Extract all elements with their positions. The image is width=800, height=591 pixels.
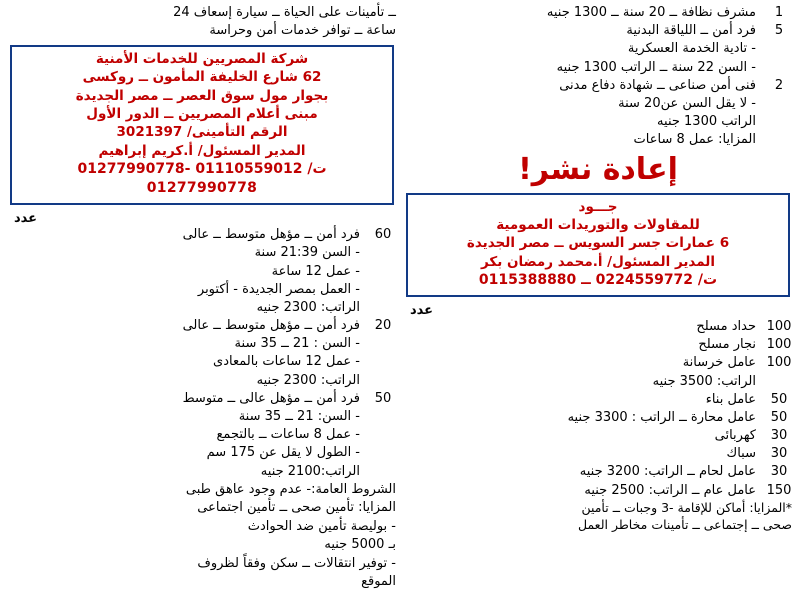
job-row: [404, 463, 792, 481]
job-text: - لا يقل السن عن20 سنة: [618, 95, 756, 111]
job-count: 150: [766, 482, 792, 498]
job-text: - الطول لا يقل عن 175 سم: [206, 445, 360, 461]
count-header: عدد: [410, 302, 434, 318]
job-row: [404, 427, 792, 445]
left-column: [0, 0, 400, 590]
job-count: 60: [374, 227, 392, 243]
job-row: [404, 482, 792, 500]
job-text: - عمل 12 ساعات بالمعادى: [213, 354, 360, 370]
job-row: [8, 426, 396, 444]
job-count: 20: [374, 318, 392, 334]
benefits-line: - بوليصة تأمين ضد الحوادث: [247, 518, 396, 534]
job-row: [404, 95, 792, 113]
company-line: للمقاولات والتوريدات العمومية: [496, 216, 700, 233]
job-text: فرد أمن ــ مؤهل متوسط ــ عالى: [182, 318, 360, 334]
job-row: [8, 226, 396, 244]
job-row: [8, 263, 396, 281]
job-text: سباك: [726, 446, 756, 462]
job-count: 50: [770, 409, 788, 425]
job-row: [404, 4, 792, 22]
job-row: [404, 40, 792, 58]
job-text: الراتب: 2300 جنيه: [256, 299, 360, 315]
job-text: الراتب: 3500 جنيه: [652, 373, 756, 389]
job-text: - عمل 12 ساعة: [271, 263, 360, 279]
job-text: عامل بناء: [705, 391, 756, 407]
job-row: [8, 463, 396, 481]
company-phone: ت/ 0224559772 ــ 0115388880: [478, 271, 718, 288]
benefits-line: - توفير انتقالات ــ سكن وفقاً لظروف: [197, 555, 396, 571]
company-line: شركة المصريين للخدمات الأمنية: [95, 50, 309, 67]
benefits-line: *المزايا: أماكن للإقامة -3 وجبات ــ تأمين: [581, 499, 792, 515]
job-text: الراتب:2100 جنيه: [260, 463, 360, 479]
job-row: [404, 336, 792, 354]
company-line: بجوار مول سوق العصر ــ مصر الجديدة: [75, 87, 329, 104]
job-row: [8, 244, 396, 262]
job-text: عامل خرسانة: [682, 355, 756, 371]
continued-line: ساعة ــ توافر خدمات أمن وحراسة: [209, 23, 396, 39]
job-row: [8, 317, 396, 335]
company-phone: 01277990778: [146, 180, 258, 197]
job-row: [404, 409, 792, 427]
job-text: كهربائى: [714, 428, 756, 444]
company-box-egyptians-security: [10, 45, 394, 205]
company-phone: ت/ 01110559012 -01277990778: [77, 161, 327, 178]
job-row: [404, 391, 792, 409]
right-bottom-job-list: [404, 318, 792, 500]
job-count: 5: [774, 23, 784, 39]
manager-name: المدير المسئول/ أ.كريم إبراهيم: [98, 142, 306, 159]
general-conditions: الشروط العامة:- عدم وجود عاهق طبى: [185, 481, 396, 497]
job-row: [8, 444, 396, 462]
job-text: فرد أمن ــ اللياقة البدنية: [626, 23, 756, 39]
right-column: [400, 0, 800, 532]
job-row: [8, 390, 396, 408]
job-text: - السن : 21 ــ 35 سنة: [234, 336, 360, 352]
job-text: - السن: 21 ــ 35 سنة: [238, 409, 360, 424]
job-row: [404, 373, 792, 391]
job-count: 1: [774, 5, 784, 20]
benefits-line: بـ 5000 جنيه: [324, 537, 396, 553]
job-row: [404, 113, 792, 131]
benefits-line: المزايا: تأمين صحى ــ تأمين اجتماعى: [197, 500, 396, 516]
job-text: حداد مسلح: [696, 318, 756, 334]
job-text: عامل محارة ــ الراتب : 3300 جنيه: [567, 409, 756, 425]
job-count: 30: [770, 464, 788, 480]
count-header: عدد: [14, 211, 38, 227]
job-text: مشرف نظافة ــ 20 سنة ــ 1300 جنيه: [546, 5, 756, 20]
job-text: - عمل 8 ساعات ــ بالتجمع: [216, 427, 360, 443]
job-row: [8, 372, 396, 390]
job-text: - تادية الخدمة العسكرية: [627, 41, 756, 57]
job-row: [8, 335, 396, 353]
job-text: عامل لحام ــ الراتب: 3200 جنيه: [579, 464, 756, 480]
company-box-goud: [406, 193, 790, 297]
job-text: عامل عام ــ الراتب: 2500 جنيه: [584, 482, 756, 498]
job-text: - السن 22 سنة ــ الراتب 1300 جنيه: [556, 59, 756, 75]
job-row: [404, 318, 792, 336]
job-text: فرد أمن ــ مؤهل عالى ــ متوسط: [182, 390, 360, 406]
continued-line: ــ تأمينات على الحياة ــ سيارة إسعاف 24: [173, 5, 396, 20]
job-row: [404, 77, 792, 95]
company-line: 6 عمارات جسر السويس ــ مصر الجديدة: [466, 235, 730, 252]
job-count: 50: [374, 390, 392, 406]
left-job-list: [8, 226, 396, 481]
job-text: فرد أمن ــ مؤهل متوسط ــ عالى: [182, 227, 360, 243]
job-text: الراتب: 2300 جنيه: [256, 372, 360, 388]
job-count: 2: [774, 77, 784, 93]
job-text: فنى أمن صناعى ــ شهادة دفاع مدنى: [559, 77, 756, 93]
job-count: 100: [766, 355, 792, 371]
benefits-line: الموقع: [361, 574, 396, 590]
job-count: 30: [770, 446, 788, 462]
job-row: [8, 299, 396, 317]
job-text: نجار مسلح: [698, 337, 756, 353]
company-line: المدير المسئول/ أ.محمد رمضان بكر: [481, 253, 715, 270]
job-row: [8, 408, 396, 426]
job-text: - العمل بمصر الجديدة - أكتوبر: [197, 281, 360, 297]
job-count: 30: [770, 428, 788, 444]
right-top-job-list: [404, 4, 792, 150]
repost-label: إعادة نشر!: [518, 151, 678, 187]
job-row: [404, 354, 792, 372]
job-count: 100: [766, 337, 792, 353]
job-count: 50: [770, 391, 788, 407]
job-row: [8, 353, 396, 371]
job-count: 100: [766, 318, 792, 334]
job-row: [404, 59, 792, 77]
job-text: الراتب 1300 جنيه: [657, 114, 756, 130]
job-text: - السن 21:39 سنة: [254, 245, 360, 261]
job-row: [404, 131, 792, 149]
benefits-line: صحى ــ إجتماعى ــ تأمينات مخاطر العمل: [577, 516, 792, 532]
job-row: [8, 281, 396, 299]
company-line: 62 شارع الخليفة المأمون ــ روكسى: [82, 69, 322, 86]
insurance-number: الرقم التأمينى/ 3021397: [116, 124, 288, 141]
job-row: [404, 445, 792, 463]
job-text: المزايا: عمل 8 ساعات: [633, 132, 756, 148]
company-line: مبنى أعلام المصريين ــ الدور الأول: [86, 105, 318, 122]
job-row: [404, 22, 792, 40]
company-name: جـــود: [578, 198, 618, 215]
